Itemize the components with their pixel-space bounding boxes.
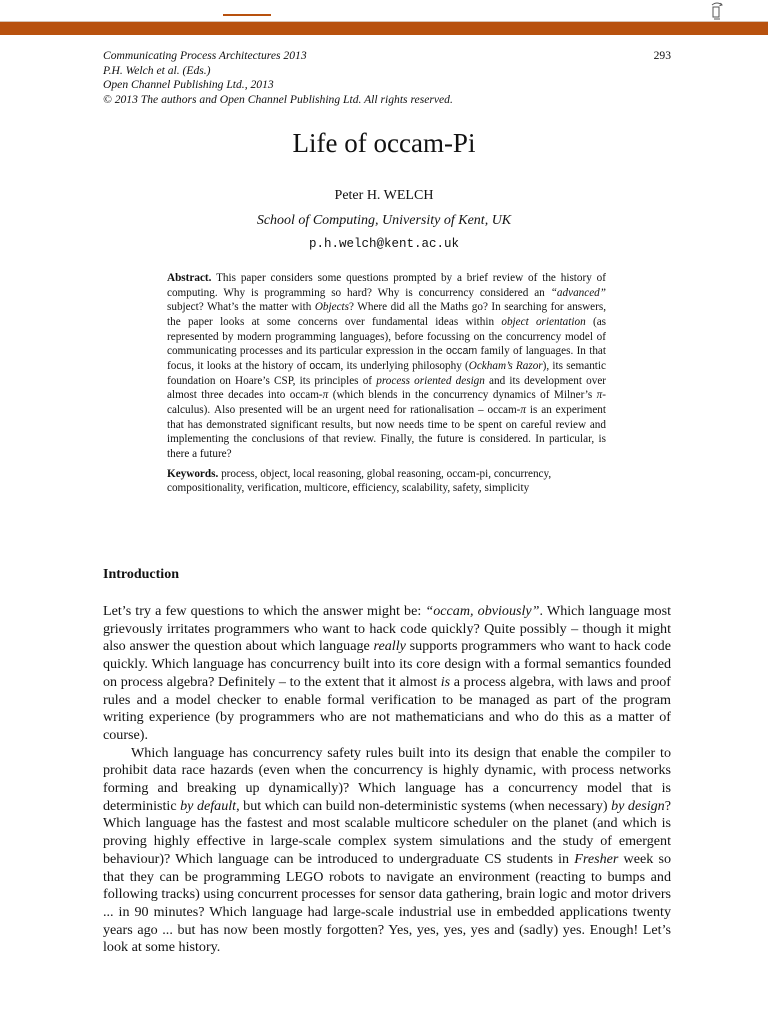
abstract-emphasis: object orientation (501, 315, 586, 328)
emphasis: by default (180, 797, 237, 814)
abstract-text-part: and its development over almost three decades into occam- (167, 374, 607, 402)
abstract-text-part: is an experiment that has demonstrated significant results, but now needs time to be spent on careful review and implementing the conclusions of that review. Finally, the future is considered. In particular, is there a future? (167, 403, 606, 460)
pi-symbol: π (520, 403, 527, 416)
header-copyright: © 2013 The authors and Open Channel Publishing Ltd. All rights reserved. (103, 92, 453, 106)
author-name: Peter H. WELCH (334, 188, 434, 203)
paragraph (103, 603, 671, 745)
section-heading-introduction: Introduction (103, 567, 179, 582)
keywords (167, 467, 606, 496)
abstract-emphasis: process oriented design (376, 374, 485, 387)
page-number: 293 (653, 49, 671, 62)
abstract-text-part: This paper considers some questions prompted by a brief review of the history of computing. Why is programming so hard? Why is concurrency considered an (167, 272, 606, 299)
header-proceedings: Communicating Process Architectures 2013 (103, 49, 307, 62)
abstract-text-part: family of languages. In that focus, it looks at the history of (167, 345, 607, 372)
pi-symbol: π (322, 389, 329, 402)
text-run: . Which language most grievously irritates programmers who want to hack code quickly? Quite possibly – though it might also answer the question about which language (103, 603, 671, 655)
emphasis: really (373, 638, 406, 655)
toolbar-accent-band (0, 22, 768, 35)
keywords-label: Keywords. (167, 467, 219, 480)
body-text (103, 603, 671, 957)
author-affiliation: School of Computing, University of Kent, UK (256, 213, 512, 228)
paragraph (103, 745, 671, 957)
text-run: Let’s try a few questions to which the answer might be: (103, 603, 426, 619)
abstract-text-part: , its underlying philosophy ( (340, 359, 469, 372)
abstract-text (167, 271, 606, 462)
abstract (167, 271, 606, 496)
abstract-text-part: subject? What’s the matter with (167, 301, 315, 314)
text-run: supports programmers who want to hack code quickly. Which language has concurrency built into its core design with a formal semantics founded on process algebra? Definitely – to the extent that it almost (103, 638, 671, 690)
abstract-text-part: -calculus). Also presented will be an urgent need for rationalisation – occam- (167, 389, 606, 416)
occam-keyword: occam (309, 359, 341, 372)
abstract-text-part: (which blends in the concurrency dynamics of Milner’s (328, 389, 597, 402)
keywords-list: process, object, local reasoning, global reasoning, occam-pi, concurrency, compositionality, verification, multicore, efficiency, scalability, safety, simplicity (167, 467, 552, 495)
header-publisher: Open Channel Publishing Ltd., 2013 (103, 78, 274, 92)
abstract-emphasis: “advanced” (550, 286, 606, 299)
text-run: , but which can build non-deterministic systems (when necessary) (236, 797, 612, 814)
paper-title: Life of occam-Pi (292, 128, 476, 158)
abstract-label: Abstract. (167, 272, 212, 284)
active-tab-indicator[interactable] (223, 14, 271, 16)
text-run: Which language has concurrency safety rules built into its design that enable the compiler to prohibit data race hazards (even when the concurrency is highly dynamic, with process networks forming and breaking up dynamically)? Which language has a concurrency model that is deterministic (103, 744, 671, 814)
author-email[interactable]: p.h.welch@kent.ac.uk (308, 237, 460, 251)
emphasis: “occam, obviously” (425, 603, 540, 619)
text-run: week so that they can be programming LEGO robots to navigate an environment (reacting to bumps and following tracks) using concurrent processes for sensor data gathering, brain logic and motor drivers ... in 90 minutes? Which language had large-scale industrial use in embedded applications twenty years ago ... but has now been mostly forgotten? Yes, yes, yes, yes and (sadly) yes. Enough! Let’s look at some history. (103, 850, 671, 956)
abstract-text-part: ? Where did all the Maths go? In searching for answers, the paper looks at some concerns over fundamental ideas within (167, 301, 607, 328)
emphasis: by design (611, 797, 665, 814)
abstract-emphasis: Objects (314, 301, 350, 314)
viewer-toolbar (0, 0, 768, 22)
abstract-text-part: (as represented by modern programming languages), before focussing on the concurrency model of communicating processes and its particular expression in the (167, 315, 607, 358)
emphasis: Fresher (574, 850, 619, 867)
abstract-emphasis: Ockham’s Razor (468, 359, 543, 372)
pi-symbol: π (596, 389, 603, 402)
text-run: a process algebra, with laws and proof rules and a model checker to enable formal verification to be managed as part of the program writing experience (by programmers who are not mathematicians and who do this as a matter of course). (103, 673, 671, 743)
header-editors: P.H. Welch et al. (Eds.) (103, 63, 211, 77)
text-run: ? Which language has the fastest and most scalable multicore scheduler on the planet (and which is proving highly effective in large-scale complex system simulations and the study of emergent behaviour)? Which language can be introduced to undergraduate CS students in (103, 797, 671, 867)
running-header (103, 49, 671, 107)
rotate-page-icon[interactable] (708, 1, 726, 21)
occam-keyword: occam (445, 345, 478, 358)
abstract-text-part: ), its semantic foundation on Hoare’s CSP, its principles of (167, 359, 606, 387)
emphasis: is (440, 673, 451, 690)
